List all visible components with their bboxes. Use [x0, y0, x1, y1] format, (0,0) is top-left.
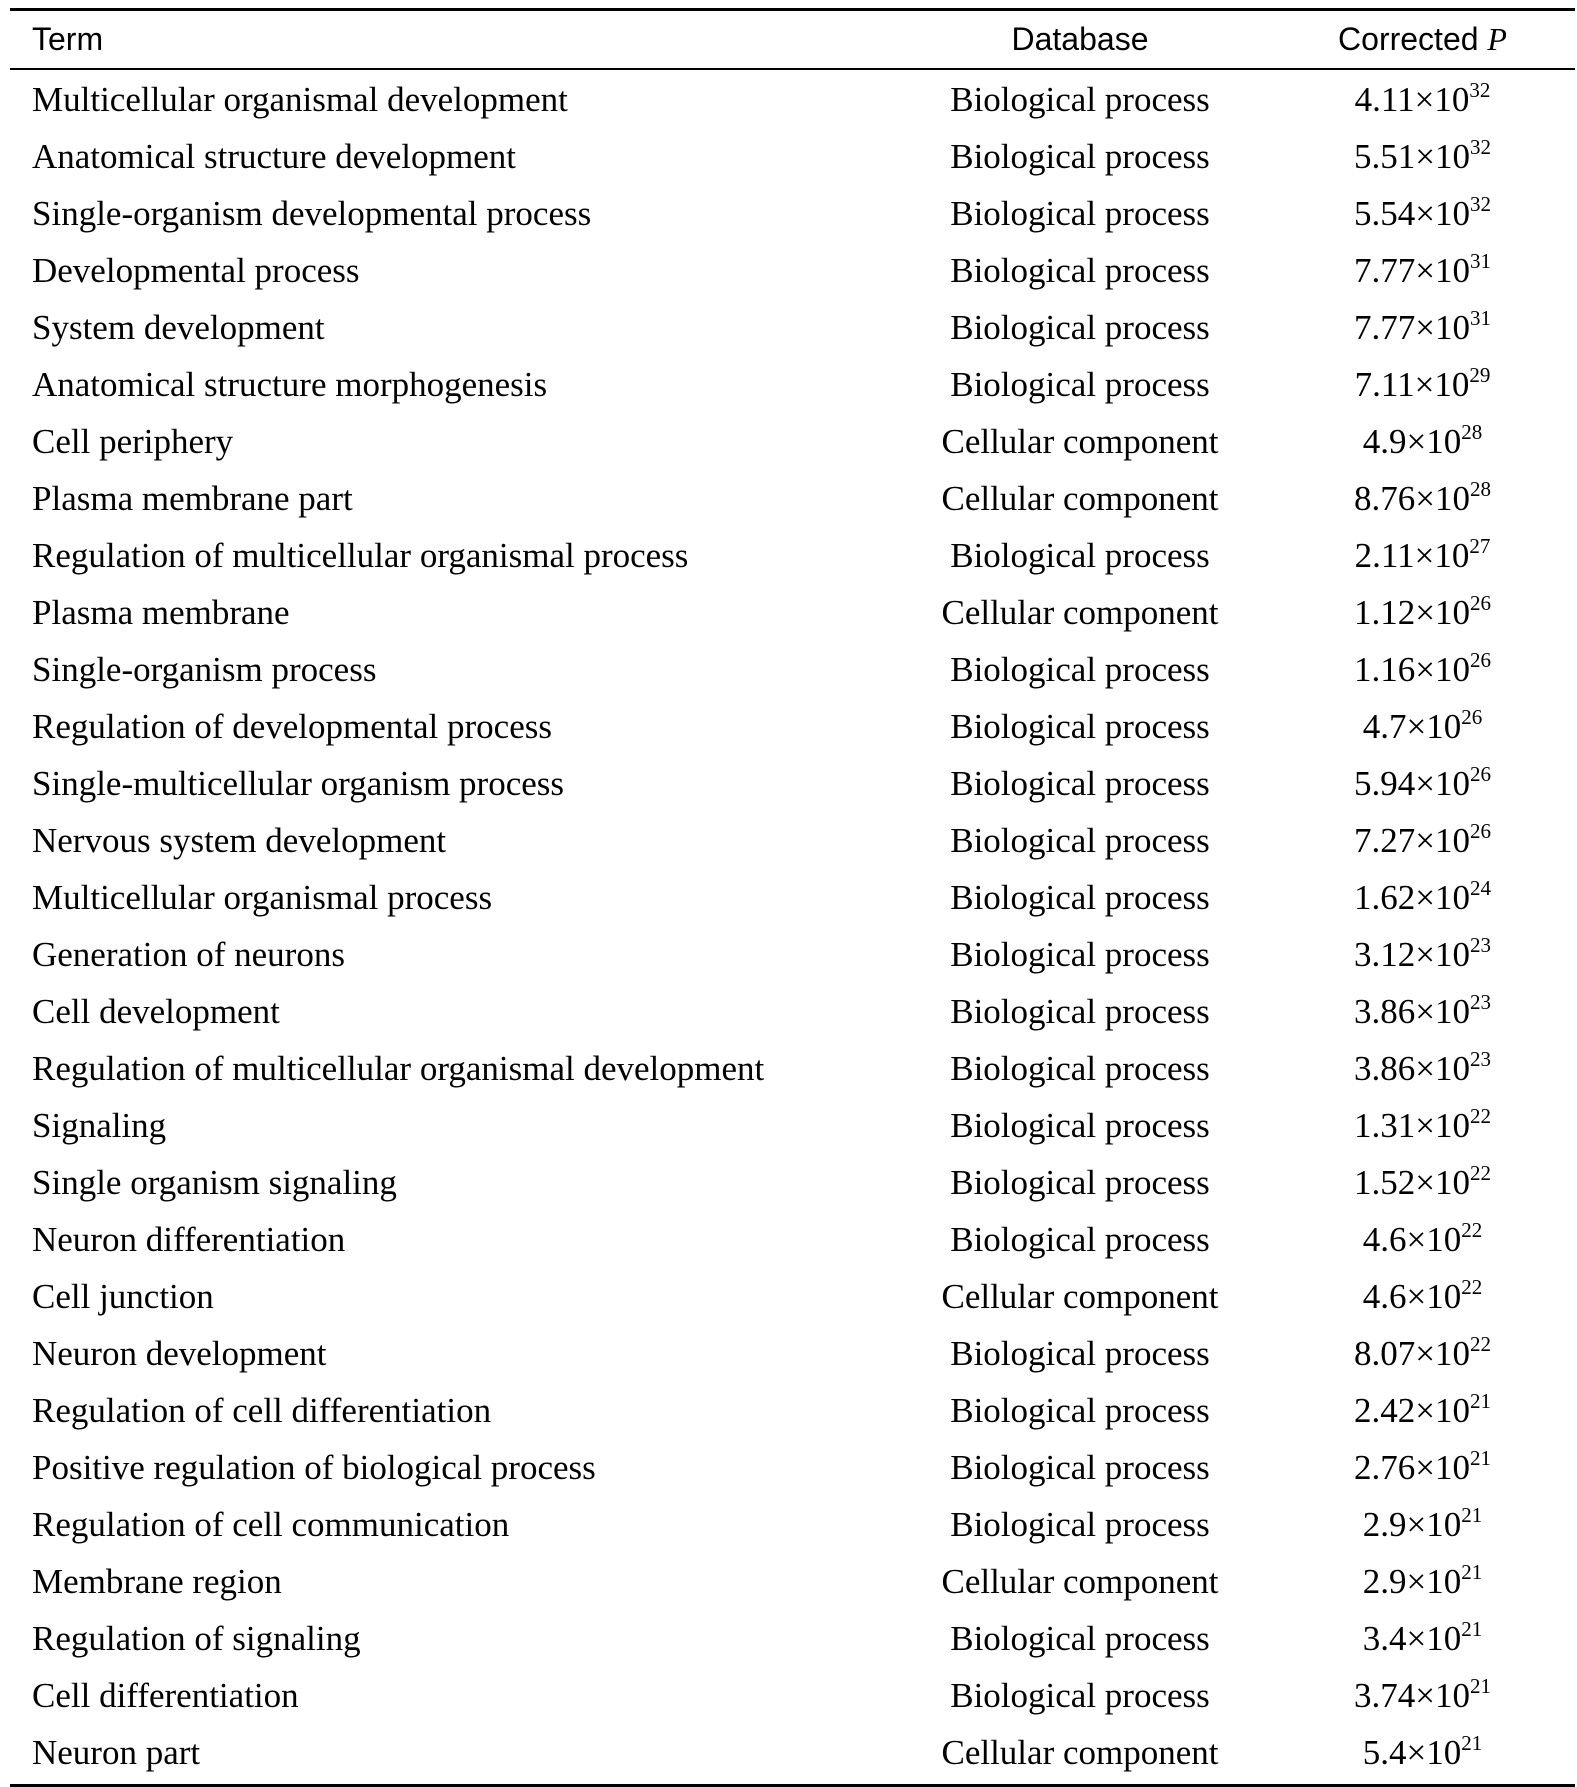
p-times-ten: ×10 — [1415, 877, 1470, 917]
p-mantissa: 7.27 — [1354, 820, 1416, 860]
term-cell: Signaling — [32, 1105, 167, 1145]
p-mantissa: 1.16 — [1354, 649, 1416, 689]
p-exponent: 23 — [1470, 1046, 1491, 1071]
p-exponent: 23 — [1470, 989, 1491, 1014]
term-cell: System development — [32, 307, 325, 347]
p-times-ten: ×10 — [1406, 1276, 1462, 1316]
p-exponent: 32 — [1470, 191, 1491, 216]
table-row — [10, 1268, 1575, 1325]
p-times-ten: ×10 — [1406, 1561, 1462, 1601]
p-exponent: 26 — [1461, 704, 1483, 729]
p-times-ten: ×10 — [1415, 1447, 1470, 1487]
database-cell: Cellular component — [941, 592, 1219, 632]
p-exponent: 28 — [1461, 419, 1483, 444]
table-row — [10, 527, 1575, 584]
header-corrected-label: Corrected — [1338, 21, 1479, 57]
p-mantissa: 2.42 — [1354, 1390, 1416, 1430]
table-row — [10, 1097, 1575, 1154]
p-times-ten: ×10 — [1415, 136, 1470, 176]
corrected-p-cell — [1270, 1673, 1575, 1716]
p-mantissa: 7.77 — [1354, 307, 1416, 347]
term-cell: Cell periphery — [32, 421, 234, 461]
p-times-ten: ×10 — [1415, 1105, 1470, 1145]
table-row — [10, 812, 1575, 869]
table-row — [10, 1553, 1575, 1610]
p-mantissa: 3.86 — [1354, 1048, 1416, 1088]
table-row — [10, 1154, 1575, 1211]
term-cell: Regulation of signaling — [32, 1618, 361, 1658]
table-row — [10, 470, 1575, 527]
header-database: Database — [1011, 21, 1149, 57]
table-row — [10, 299, 1575, 356]
p-exponent: 31 — [1470, 248, 1491, 273]
p-mantissa: 3.12 — [1354, 934, 1416, 974]
term-cell: Cell junction — [32, 1276, 214, 1316]
corrected-p-cell — [1270, 1559, 1575, 1602]
p-times-ten: ×10 — [1415, 991, 1470, 1031]
p-exponent: 32 — [1470, 134, 1491, 159]
p-exponent: 26 — [1470, 590, 1491, 615]
p-times-ten: ×10 — [1415, 1048, 1470, 1088]
table-row — [10, 1325, 1575, 1382]
database-cell: Cellular component — [941, 1276, 1219, 1316]
corrected-p-cell — [1270, 134, 1575, 177]
p-exponent: 21 — [1461, 1502, 1483, 1527]
p-times-ten: ×10 — [1406, 1219, 1462, 1259]
term-cell: Regulation of cell differentiation — [32, 1390, 492, 1430]
p-times-ten: ×10 — [1414, 79, 1470, 119]
p-exponent: 21 — [1470, 1445, 1491, 1470]
table-row — [10, 926, 1575, 983]
term-cell: Developmental process — [32, 250, 360, 290]
term-cell: Regulation of multicellular organismal process — [32, 535, 689, 575]
database-cell: Biological process — [950, 1162, 1210, 1202]
corrected-p-cell — [1270, 989, 1575, 1032]
corrected-p-cell — [1270, 419, 1575, 462]
database-cell: Biological process — [950, 307, 1210, 347]
p-exponent: 22 — [1470, 1160, 1491, 1185]
table-row — [10, 71, 1575, 128]
table-row — [10, 983, 1575, 1040]
database-cell: Cellular component — [941, 1561, 1219, 1601]
corrected-p-cell — [1270, 362, 1575, 405]
term-cell: Cell differentiation — [32, 1675, 299, 1715]
database-cell: Cellular component — [941, 478, 1219, 518]
p-mantissa: 7.77 — [1354, 250, 1416, 290]
database-cell: Biological process — [950, 1105, 1210, 1145]
table-header-row — [10, 11, 1575, 68]
term-cell: Single-organism developmental process — [32, 193, 592, 233]
p-exponent: 24 — [1470, 875, 1491, 900]
p-mantissa: 4.6 — [1362, 1219, 1407, 1259]
table-row — [10, 1724, 1575, 1781]
p-exponent: 21 — [1461, 1730, 1483, 1755]
p-mantissa: 4.7 — [1362, 706, 1407, 746]
header-term: Term — [32, 21, 104, 57]
p-times-ten: ×10 — [1415, 763, 1470, 803]
table-row — [10, 185, 1575, 242]
table-row — [10, 641, 1575, 698]
p-times-ten: ×10 — [1415, 1390, 1470, 1430]
p-times-ten: ×10 — [1415, 1162, 1470, 1202]
corrected-p-cell — [1270, 1502, 1575, 1545]
p-times-ten: ×10 — [1414, 364, 1470, 404]
corrected-p-cell — [1270, 932, 1575, 975]
term-cell: Neuron differentiation — [32, 1219, 346, 1259]
p-mantissa: 5.4 — [1362, 1732, 1407, 1772]
table-row — [10, 413, 1575, 470]
p-exponent: 22 — [1461, 1274, 1483, 1299]
p-mantissa: 5.94 — [1354, 763, 1416, 803]
p-mantissa: 3.86 — [1354, 991, 1416, 1031]
database-cell: Biological process — [950, 1447, 1210, 1487]
p-mantissa: 5.54 — [1354, 193, 1416, 233]
go-enrichment-table — [10, 8, 1575, 1787]
p-times-ten: ×10 — [1406, 1504, 1462, 1544]
table-row — [10, 1667, 1575, 1724]
p-times-ten: ×10 — [1414, 535, 1470, 575]
p-exponent: 21 — [1470, 1388, 1491, 1413]
p-mantissa: 3.4 — [1362, 1618, 1407, 1658]
database-cell: Cellular component — [941, 1732, 1219, 1772]
p-mantissa: 4.6 — [1362, 1276, 1407, 1316]
corrected-p-cell — [1270, 1388, 1575, 1431]
p-times-ten: ×10 — [1415, 934, 1470, 974]
p-exponent: 21 — [1470, 1673, 1491, 1698]
table-row — [10, 1211, 1575, 1268]
table-row — [10, 1382, 1575, 1439]
database-cell: Biological process — [950, 1219, 1210, 1259]
p-times-ten: ×10 — [1415, 649, 1470, 689]
corrected-p-cell — [1270, 818, 1575, 861]
term-cell: Neuron development — [32, 1333, 327, 1373]
p-times-ten: ×10 — [1406, 1732, 1462, 1772]
term-cell: Plasma membrane — [32, 592, 290, 632]
corrected-p-cell — [1270, 1616, 1575, 1659]
p-mantissa: 7.11 — [1354, 364, 1415, 404]
corrected-p-cell — [1270, 1046, 1575, 1089]
p-times-ten: ×10 — [1415, 250, 1470, 290]
term-cell: Single organism signaling — [32, 1162, 397, 1202]
p-mantissa: 8.76 — [1354, 478, 1416, 518]
database-cell: Biological process — [950, 649, 1210, 689]
term-cell: Regulation of multicellular organismal development — [32, 1048, 765, 1088]
p-exponent: 32 — [1469, 77, 1491, 102]
p-mantissa: 4.9 — [1362, 421, 1407, 461]
p-mantissa: 1.12 — [1354, 592, 1416, 632]
term-cell: Cell development — [32, 991, 280, 1031]
database-cell: Biological process — [950, 250, 1210, 290]
corrected-p-cell — [1270, 875, 1575, 918]
database-cell: Biological process — [950, 1675, 1210, 1715]
term-cell: Regulation of cell communication — [32, 1504, 510, 1544]
term-cell: Generation of neurons — [32, 934, 345, 974]
database-cell: Biological process — [950, 991, 1210, 1031]
corrected-p-cell — [1270, 761, 1575, 804]
header-p-symbol: P — [1487, 21, 1507, 57]
p-exponent: 26 — [1470, 647, 1491, 672]
table-row — [10, 1496, 1575, 1553]
p-exponent: 21 — [1461, 1559, 1483, 1584]
database-cell: Cellular component — [941, 421, 1219, 461]
p-times-ten: ×10 — [1415, 478, 1470, 518]
corrected-p-cell — [1270, 1730, 1575, 1773]
p-exponent: 21 — [1461, 1616, 1483, 1641]
corrected-p-cell — [1270, 1331, 1575, 1374]
p-mantissa: 1.52 — [1354, 1162, 1416, 1202]
p-mantissa: 4.11 — [1354, 79, 1415, 119]
term-cell: Regulation of developmental process — [32, 706, 552, 746]
p-exponent: 31 — [1470, 305, 1491, 330]
corrected-p-cell — [1270, 1274, 1575, 1317]
database-cell: Biological process — [950, 535, 1210, 575]
term-cell: Neuron part — [32, 1732, 201, 1772]
p-mantissa: 2.9 — [1362, 1561, 1407, 1601]
p-times-ten: ×10 — [1415, 1333, 1470, 1373]
database-cell: Biological process — [950, 1390, 1210, 1430]
p-exponent: 26 — [1470, 761, 1491, 786]
term-cell: Anatomical structure morphogenesis — [32, 364, 548, 404]
database-cell: Biological process — [950, 364, 1210, 404]
p-mantissa: 5.51 — [1354, 136, 1416, 176]
database-cell: Biological process — [950, 934, 1210, 974]
term-cell: Single-organism process — [32, 649, 377, 689]
p-exponent: 28 — [1470, 476, 1491, 501]
table-row — [10, 356, 1575, 413]
database-cell: Biological process — [950, 763, 1210, 803]
database-cell: Biological process — [950, 1333, 1210, 1373]
term-cell: Multicellular organismal process — [32, 877, 493, 917]
database-cell: Biological process — [950, 877, 1210, 917]
corrected-p-cell — [1270, 533, 1575, 576]
database-cell: Biological process — [950, 79, 1210, 119]
database-cell: Biological process — [950, 1048, 1210, 1088]
p-exponent: 22 — [1470, 1331, 1491, 1356]
p-exponent: 26 — [1470, 818, 1491, 843]
table-row — [10, 869, 1575, 926]
table-row — [10, 584, 1575, 641]
corrected-p-cell — [1270, 1217, 1575, 1260]
corrected-p-cell — [1270, 704, 1575, 747]
header-corrected-p — [1270, 21, 1575, 58]
p-times-ten: ×10 — [1415, 1675, 1470, 1715]
p-times-ten: ×10 — [1415, 592, 1470, 632]
database-cell: Biological process — [950, 1618, 1210, 1658]
database-cell: Biological process — [950, 1504, 1210, 1544]
term-cell: Plasma membrane part — [32, 478, 353, 518]
table-row — [10, 698, 1575, 755]
term-cell: Positive regulation of biological process — [32, 1447, 596, 1487]
term-cell: Membrane region — [32, 1561, 282, 1601]
table-row — [10, 128, 1575, 185]
corrected-p-cell — [1270, 1103, 1575, 1146]
database-cell: Biological process — [950, 193, 1210, 233]
term-cell: Multicellular organismal development — [32, 79, 568, 119]
corrected-p-cell — [1270, 77, 1575, 120]
table-row — [10, 242, 1575, 299]
p-mantissa: 1.62 — [1354, 877, 1416, 917]
corrected-p-cell — [1270, 1160, 1575, 1203]
database-cell: Biological process — [950, 706, 1210, 746]
p-mantissa: 1.31 — [1354, 1105, 1416, 1145]
table-row — [10, 1610, 1575, 1667]
p-exponent: 22 — [1470, 1103, 1491, 1128]
corrected-p-cell — [1270, 590, 1575, 633]
p-exponent: 29 — [1469, 362, 1491, 387]
p-times-ten: ×10 — [1415, 193, 1470, 233]
corrected-p-cell — [1270, 1445, 1575, 1488]
p-times-ten: ×10 — [1415, 307, 1470, 347]
corrected-p-cell — [1270, 647, 1575, 690]
database-cell: Biological process — [950, 136, 1210, 176]
corrected-p-cell — [1270, 248, 1575, 291]
corrected-p-cell — [1270, 476, 1575, 519]
p-exponent: 23 — [1470, 932, 1491, 957]
p-mantissa: 2.76 — [1354, 1447, 1416, 1487]
corrected-p-cell — [1270, 305, 1575, 348]
p-times-ten: ×10 — [1406, 421, 1462, 461]
corrected-p-cell — [1270, 191, 1575, 234]
database-cell: Biological process — [950, 820, 1210, 860]
p-exponent: 22 — [1461, 1217, 1483, 1242]
table-row — [10, 1439, 1575, 1496]
p-times-ten: ×10 — [1406, 706, 1462, 746]
table-row — [10, 1040, 1575, 1097]
p-times-ten: ×10 — [1406, 1618, 1462, 1658]
term-cell: Anatomical structure development — [32, 136, 517, 176]
p-mantissa: 2.9 — [1362, 1504, 1407, 1544]
p-mantissa: 8.07 — [1354, 1333, 1416, 1373]
p-mantissa: 3.74 — [1354, 1675, 1416, 1715]
term-cell: Single-multicellular organism process — [32, 763, 565, 803]
p-exponent: 27 — [1469, 533, 1491, 558]
p-times-ten: ×10 — [1415, 820, 1470, 860]
term-cell: Nervous system development — [32, 820, 447, 860]
table-body — [10, 70, 1575, 1781]
p-mantissa: 2.11 — [1354, 535, 1415, 575]
table-row — [10, 755, 1575, 812]
